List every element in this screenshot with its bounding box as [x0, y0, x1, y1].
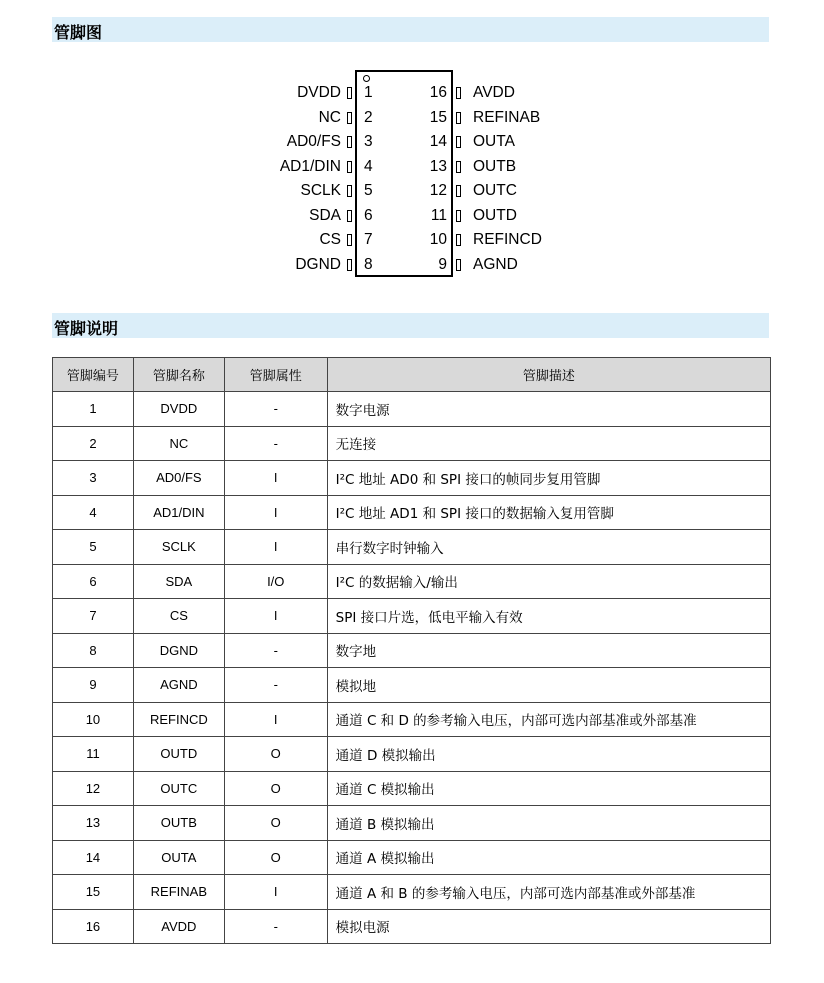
- cell-pin-name: OUTB: [133, 806, 224, 841]
- pin-lead: [456, 259, 461, 271]
- table-row: [53, 909, 771, 944]
- pin-description-table: [52, 357, 771, 944]
- cell-pin-name: SCLK: [133, 530, 224, 565]
- pin-name-label: OUTD: [473, 206, 517, 224]
- cell-pin-description: 数字地: [327, 633, 770, 668]
- pin-name-label: SCLK: [300, 182, 341, 199]
- pin-number-label: 8: [364, 255, 373, 273]
- cell-pin-number: 4: [53, 495, 134, 530]
- cell-pin-attribute: -: [224, 392, 327, 427]
- pin-name-label: OUTA: [473, 133, 515, 150]
- pin-diagram-section-header: [52, 17, 769, 42]
- right-pin: [0, 130, 824, 154]
- cell-pin-attribute: I: [224, 875, 327, 910]
- table-row: [53, 461, 771, 496]
- cell-pin-attribute: I/O: [224, 564, 327, 599]
- cell-pin-attribute: -: [224, 909, 327, 944]
- cell-pin-attribute: I: [224, 495, 327, 530]
- table-row: [53, 392, 771, 427]
- pin-number-label: 13: [429, 157, 447, 175]
- pin-lead: [456, 210, 461, 222]
- cell-pin-name: REFINAB: [133, 875, 224, 910]
- table-row: [53, 530, 771, 565]
- cell-pin-attribute: I: [224, 530, 327, 565]
- table-row: [53, 599, 771, 634]
- pin-name-label: OUTB: [473, 157, 517, 175]
- cell-pin-attribute: O: [224, 737, 327, 772]
- cell-pin-name: DGND: [133, 633, 224, 668]
- table-row: [53, 564, 771, 599]
- cell-pin-description: I²C 地址 AD0 和 SPI 接口的帧同步复用管脚: [327, 461, 770, 496]
- pin-number-label: 3: [364, 133, 373, 150]
- pin-name-label: REFINAB: [473, 108, 541, 126]
- pin-name-label: AGND: [473, 255, 518, 273]
- right-pin: [0, 155, 824, 179]
- cell-pin-description: 通道 A 和 B 的参考输入电压，内部可选内部基准或外部基准: [327, 875, 770, 910]
- cell-pin-description: 通道 A 模拟输出: [327, 840, 770, 875]
- right-pin: [0, 106, 824, 130]
- cell-pin-description: 串行数字时钟输入: [327, 530, 770, 565]
- table-row: [53, 495, 771, 530]
- cell-pin-name: OUTC: [133, 771, 224, 806]
- cell-pin-description: I²C 地址 AD1 和 SPI 接口的数据输入复用管脚: [327, 495, 770, 530]
- cell-pin-description: 模拟地: [327, 668, 770, 703]
- table-row: [53, 806, 771, 841]
- cell-pin-attribute: I: [224, 461, 327, 496]
- pin-number-label: 12: [429, 182, 447, 199]
- pin-name-label: CS: [319, 231, 341, 248]
- pin-number-label: 4: [364, 157, 373, 175]
- cell-pin-number: 11: [53, 737, 134, 772]
- table-header-row: [53, 358, 771, 392]
- pin-name-label: NC: [318, 108, 341, 126]
- cell-pin-description: 通道 C 模拟输出: [327, 771, 770, 806]
- cell-pin-name: AVDD: [133, 909, 224, 944]
- cell-pin-description: I²C 的数据输入/输出: [327, 564, 770, 599]
- cell-pin-name: AD0/FS: [133, 461, 224, 496]
- cell-pin-attribute: -: [224, 633, 327, 668]
- pin-name-label: DVDD: [297, 84, 341, 101]
- pin-number-label: 2: [364, 108, 373, 126]
- right-pin: [0, 204, 824, 228]
- pin-number-label: 6: [364, 206, 373, 224]
- pin-lead: [456, 161, 461, 173]
- pin-lead: [456, 87, 461, 99]
- cell-pin-name: SDA: [133, 564, 224, 599]
- cell-pin-number: 10: [53, 702, 134, 737]
- right-pin: [0, 253, 824, 277]
- cell-pin-attribute: -: [224, 426, 327, 461]
- cell-pin-name: OUTD: [133, 737, 224, 772]
- cell-pin-attribute: O: [224, 771, 327, 806]
- pin-diagram-title: 管脚图: [54, 23, 103, 42]
- pin-number-label: 15: [429, 108, 447, 126]
- cell-pin-description: 通道 D 模拟输出: [327, 737, 770, 772]
- pin-name-label: OUTC: [473, 182, 517, 199]
- cell-pin-name: AD1/DIN: [133, 495, 224, 530]
- table-row: [53, 668, 771, 703]
- cell-pin-name: REFINCD: [133, 702, 224, 737]
- right-pin: [0, 81, 824, 105]
- cell-pin-number: 8: [53, 633, 134, 668]
- pin-name-label: AVDD: [473, 84, 515, 101]
- header-pin-number: 管脚编号: [53, 358, 134, 392]
- cell-pin-attribute: I: [224, 599, 327, 634]
- pin-number-label: 11: [430, 206, 447, 224]
- cell-pin-description: 数字电源: [327, 392, 770, 427]
- table-row: [53, 771, 771, 806]
- cell-pin-number: 5: [53, 530, 134, 565]
- table-row: [53, 875, 771, 910]
- cell-pin-name: AGND: [133, 668, 224, 703]
- pin-name-label: AD0/FS: [286, 133, 341, 150]
- cell-pin-description: SPI 接口片选，低电平输入有效: [327, 599, 770, 634]
- pin-name-label: DGND: [295, 255, 341, 273]
- table-row: [53, 840, 771, 875]
- pin-name-label: REFINCD: [473, 231, 542, 248]
- cell-pin-name: CS: [133, 599, 224, 634]
- table-row: [53, 737, 771, 772]
- header-pin-name: 管脚名称: [133, 358, 224, 392]
- cell-pin-number: 7: [53, 599, 134, 634]
- cell-pin-number: 16: [53, 909, 134, 944]
- cell-pin-number: 1: [53, 392, 134, 427]
- pin-number-label: 14: [429, 133, 447, 150]
- pin-number-label: 5: [364, 182, 373, 199]
- cell-pin-attribute: I: [224, 702, 327, 737]
- cell-pin-name: OUTA: [133, 840, 224, 875]
- pin-lead: [456, 234, 461, 246]
- pin-number-label: 10: [429, 231, 447, 248]
- cell-pin-attribute: O: [224, 840, 327, 875]
- cell-pin-description: 通道 C 和 D 的参考输入电压，内部可选内部基准或外部基准: [327, 702, 770, 737]
- cell-pin-attribute: O: [224, 806, 327, 841]
- cell-pin-number: 2: [53, 426, 134, 461]
- cell-pin-number: 14: [53, 840, 134, 875]
- table-row: [53, 426, 771, 461]
- cell-pin-name: NC: [133, 426, 224, 461]
- right-pin: [0, 228, 824, 252]
- pin-lead: [456, 136, 461, 148]
- table-row: [53, 633, 771, 668]
- pin-number-label: 9: [438, 255, 447, 273]
- cell-pin-number: 13: [53, 806, 134, 841]
- header-pin-attribute: 管脚属性: [224, 358, 327, 392]
- pin-description-title: 管脚说明: [54, 319, 119, 338]
- header-pin-description: 管脚描述: [327, 358, 770, 392]
- cell-pin-description: 通道 B 模拟输出: [327, 806, 770, 841]
- pin-lead: [456, 112, 461, 124]
- right-pin: [0, 179, 824, 203]
- pin-number-label: 7: [364, 231, 373, 248]
- cell-pin-number: 15: [53, 875, 134, 910]
- pin-lead: [456, 185, 461, 197]
- table-row: [53, 702, 771, 737]
- pin-name-label: AD1/DIN: [279, 157, 341, 175]
- cell-pin-number: 6: [53, 564, 134, 599]
- cell-pin-name: DVDD: [133, 392, 224, 427]
- pin-name-label: SDA: [309, 206, 341, 224]
- cell-pin-number: 9: [53, 668, 134, 703]
- pin-number-label: 16: [429, 84, 447, 101]
- pin-description-section-header: [52, 313, 769, 338]
- cell-pin-number: 12: [53, 771, 134, 806]
- cell-pin-description: 模拟电源: [327, 909, 770, 944]
- pin-number-label: 1: [364, 84, 373, 101]
- cell-pin-description: 无连接: [327, 426, 770, 461]
- cell-pin-attribute: -: [224, 668, 327, 703]
- cell-pin-number: 3: [53, 461, 134, 496]
